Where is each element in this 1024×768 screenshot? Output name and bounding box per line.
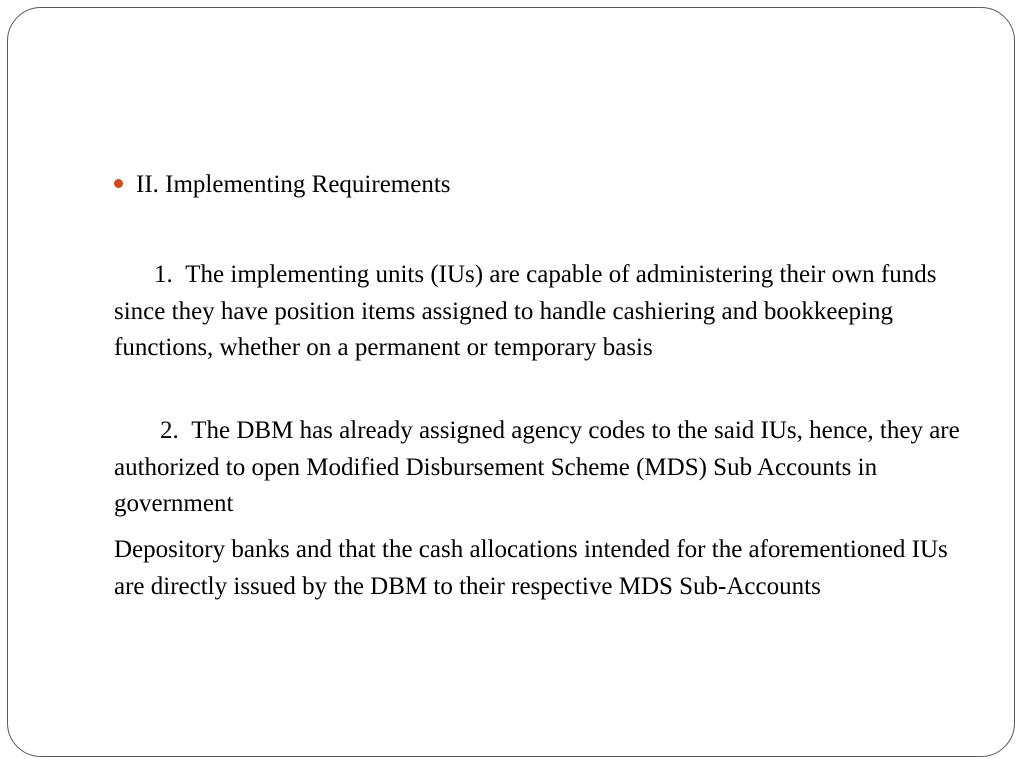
item-2-number: 2. [160,417,179,444]
slide-frame [7,7,1015,757]
item-1-number: 1. [154,261,173,288]
requirement-item-2 [114,413,964,523]
continuation-paragraph: Depository banks and that the cash allocations intended for the aforementioned IUs are directly issued by the DBM to their respective MDS Sub-Accounts [114,536,948,600]
item-2-text: The DBM has already assigned agency codes to the said IUs, hence, they are authorized to open Modified Disbursement Scheme (MDS) Sub Accounts in government [114,417,960,517]
heading-text: II. Implementing Requirements [136,171,451,198]
requirement-item-1 [114,257,964,367]
section-heading [114,168,451,202]
bullet-dot-icon [114,179,123,188]
item-1-text: The implementing units (IUs) are capable of administering their own funds since they have position items assigned to handle cashiering and bookkeeping functions, whether on a permanent or temporary basis [114,261,937,361]
